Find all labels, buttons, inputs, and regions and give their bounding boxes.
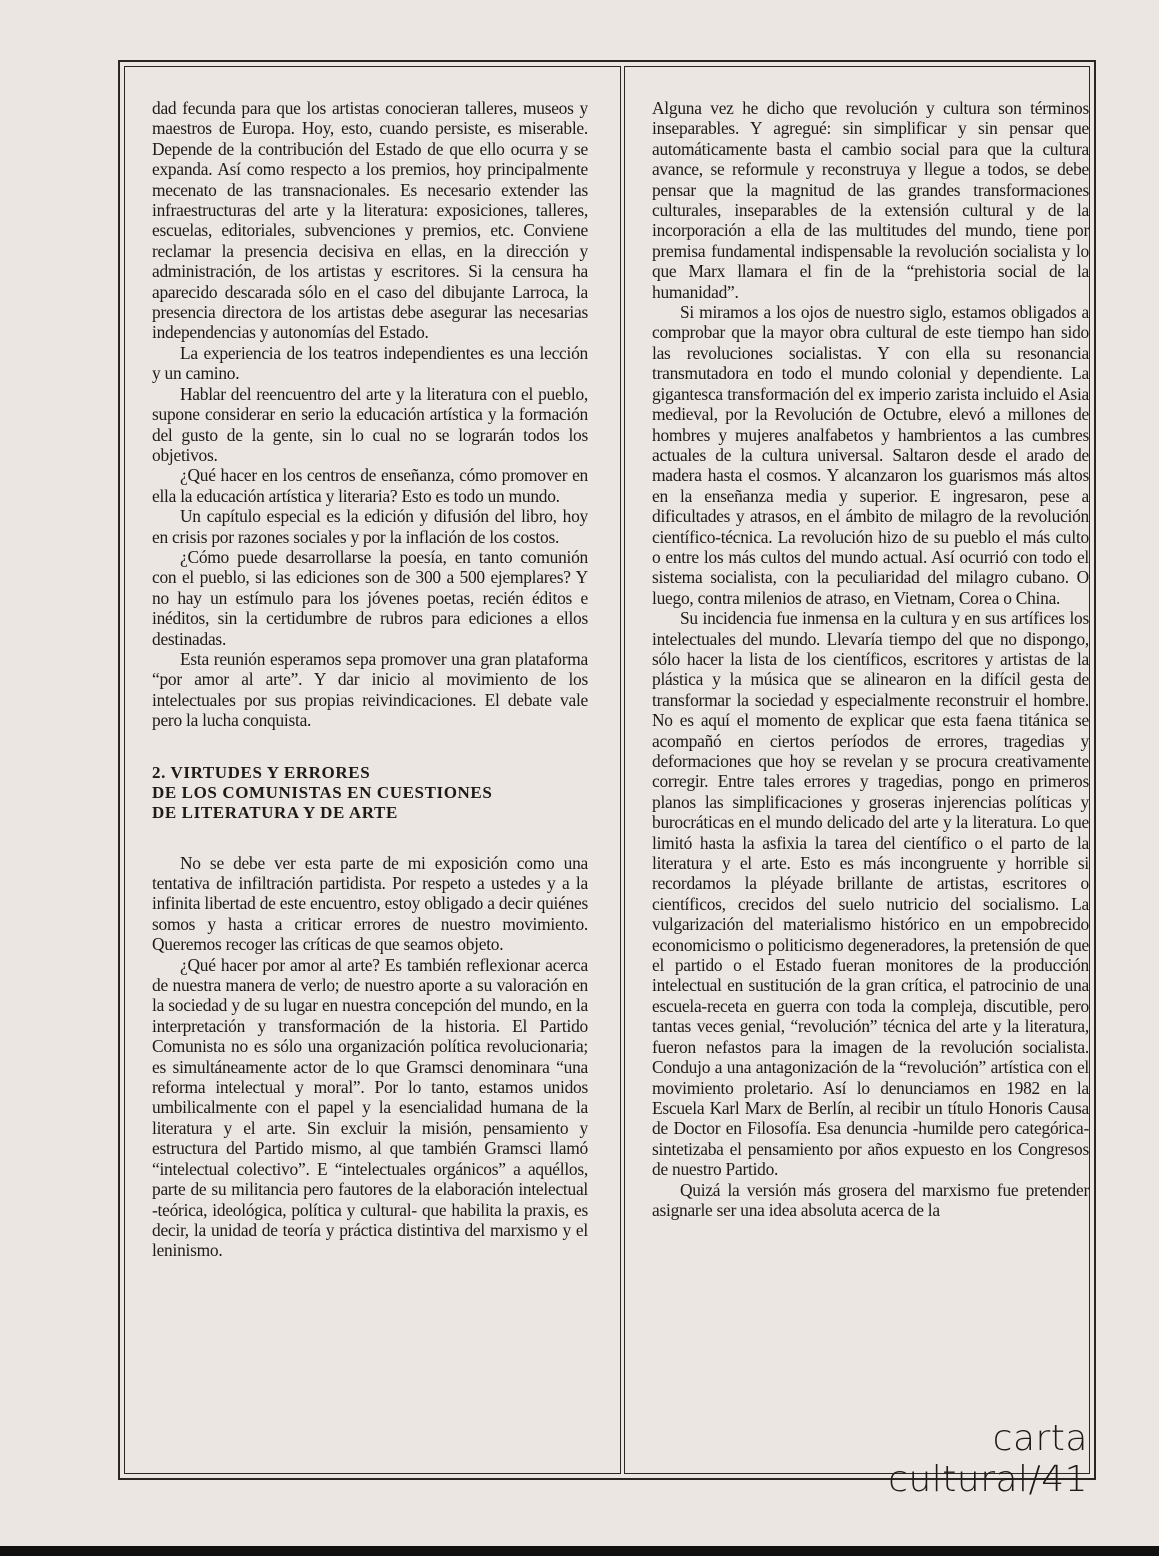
paragraph: ¿Qué hacer por amor al arte? Es también reflexionar acerca de nuestra manera de verlo; de nuestro aporte a su valoración en la sociedad y de su lugar en nuestra concepción del mundo, en la interpretación y transformación de la historia. El Partido Comunista no es sólo una organización política revolucionaria; es simultáneamente actor de lo que Gramsci denominara “una reforma intelectual y moral”. Por lo tanto, estamos unidos umbilicalmente con el papel y la esencialidad humana de la literatura y el arte. Sin excluir la misión, pensamiento y estructura del Partido mismo, al que también Gramsci llamó “intelectual colectivo”. E “intelectuales orgánicos” a aquéllos, parte de su militancia pero fautores de la elaboración intelectual -teórica, ideológica, política y cultural- que habilita la praxis, es decir, la unidad de teoría y práctica distintiva del marxismo y el leninismo. [152,954,588,1261]
paragraph: Hablar del reencuentro del arte y la literatura con el pueblo, supone considerar en serio la educación artística y la formación del gusto de la gente, sin lo cual no se lograrán todos los objetivos. [152,383,588,465]
paragraph: Quizá la versión más grosera del marxismo fue pretender asignarle ser una idea absoluta acerca de la [652,1179,1089,1220]
scan-edge-bar [0,1546,1159,1556]
section-heading-line: 2. VIRTUDES Y ERRORES [152,762,371,782]
paragraph: ¿Qué hacer en los centros de enseñanza, cómo promover en ella la educación artística y literaria? Esto es todo un mundo. [152,465,588,506]
section-heading-line: DE LITERATURA Y DE ARTE [152,802,398,822]
paragraph: No se debe ver esta parte de mi exposición como una tentativa de infiltración partidista. Por respeto a ustedes y a la infinita libertad de este encuentro, estoy obligado a decir quiénes somos y hasta a criticar errores de nuestro movimiento. Queremos recoger las críticas de que seamos objeto. [152,852,588,955]
paragraph: Alguna vez he dicho que revolución y cultura son términos inseparables. Y agregué: sin simplificar y sin pensar que automáticamente basta el cambio social para que la cultura avance, se reformule y reconstruya y llegue a todos, se debe pensar que la magnitud de las grandes transformaciones culturales, inseparables de la extensión cultural y de la incorporación a ella de las multitudes del mundo, tiene por premisa fundamental indispensable la revolución socialista y lo que Marx llamara el fin de la “prehistoria social de la humanidad”. [652,98,1089,302]
left-column [152,98,588,1261]
paragraph: Un capítulo especial es la edición y difusión del libro, hoy en crisis por razones sociales y por la inflación de los costos. [152,506,588,547]
paragraph: Su incidencia fue inmensa en la cultura y en sus artífices los intelectuales del mundo. Llevaría tiempo del que no dispongo, sólo hacer la lista de los científicos, escritores y artistas de la plástica y la música que se alinearon en la difícil gesta de transformar la sociedad y especialmente reconstruir el hombre. No es aquí el momento de explicar que esta faena titánica se acompañó en ciertos períodos de errores, tragedias y deformaciones que hoy se revelan y se procura creativamente corregir. Entre tales errores y tragedias, pongo en primeros planos las simplificaciones y groseras injerencias políticas y burocráticas en el mundo delicado del arte y la literatura. Lo que limitó hasta la asfixia la tarea del científico o el parto de la literatura y el arte. Esto es más incongruente y horrible si recordamos la pléyade brillante de artistas, escritores o científicos, crecidos del suelo nutricio del socialismo. La vulgarización del materialismo histórico en un empobrecido economicismo o politicismo degeneradores, la pretensión de que el partido o el Estado fueran monitores de la producción intelectual en sustitución de la gran crítica, el patrocinio de una escuela-receta en guerra con toda la compleja, discutible, pero tantas veces genial, “revolución” técnica del arte y la literatura, fueron nefastos para la imagen de la revolución socialista. Condujo a una antagonización de la “revolución” artística con el movimiento proletario. Así lo denunciamos en 1982 en la Escuela Karl Marx de Berlín, al recibir un título Honoris Causa de Doctor en Filosofía. Esa denuncia -humilde pero categórica- sintetizaba el pensamiento por años expuesto en los Congresos de nuestro Partido. [652,608,1089,1180]
paragraph: dad fecunda para que los artistas conocieran talleres, museos y maestros de Europa. Hoy, esto, cuando persiste, es miserable. Depende de la contribución del Estado de que ello ocurra y se expanda. Así como respecto a los premios, hoy principalmente mecenato de las transnacionales. Es necesario extender las infraestructuras del arte y la literatura: exposiciones, talleres, escuelas, editoriales, subvenciones y premios, etc. Conviene reclamar la presencia decisiva en ellas, en la dirección y administración, de los artistas y escritores. Si la censura ha aparecido descarada sólo en el caso del dibujante Larroca, la presencia directora de los artistas debe asegurar las necesarias independencias y autonomías del Estado. [152,98,588,343]
section-heading [152,763,588,823]
paragraph: Esta reunión esperamos sepa promover una gran plataforma “por amor al arte”. Y dar inicio al movimiento de los intelectuales por sus propias reivindicaciones. El debate vale pero la lucha conquista. [152,648,588,731]
paragraph: ¿Cómo puede desarrollarse la poesía, en tanto comunión con el pueblo, si las ediciones son de 300 a 500 ejemplares? Y no hay un estímulo para los jóvenes poetas, recién éditos e inéditos, sin la certidumbre de rubros para ediciones a ellos destinadas. [152,546,588,649]
paragraph: La experiencia de los teatros independientes es una lección y un camino. [152,342,588,384]
section-heading-line: DE LOS COMUNISTAS EN CUESTIONES [152,782,493,802]
paragraph: Si miramos a los ojos de nuestro siglo, estamos obligados a comprobar que la mayor obra cultural de este tiempo han sido las revoluciones socialistas. Y con ella su resonancia transmutadora en todo el mundo colonial y dependiente. La gigantesca transformación del ex imperio zarista incluido el Asia medieval, por la Revolución de Octubre, elevó a millones de hombres y mujeres analfabetos y hambrientos a las cumbres actuales de la cultura universal. Saltaron desde el arado de madera hasta el cosmos. Y alcanzaron los guarismos más altos en la enseñanza media y superior. E ingresaron, pese a dificultades y atrasos, en el ámbito de milagro de la revolución científico-técnica. La revolución hizo de su pueblo el más culto o entre los más cultos del mundo actual. Así ocurrió con todo el sistema socialista, con la peculiaridad del milagro cubano. O luego, contra milenios de atraso, en Vietnam, Corea o China. [652,302,1089,608]
right-column [652,98,1089,1220]
page-footer-label: carta cultural/41 [888,1418,1088,1500]
